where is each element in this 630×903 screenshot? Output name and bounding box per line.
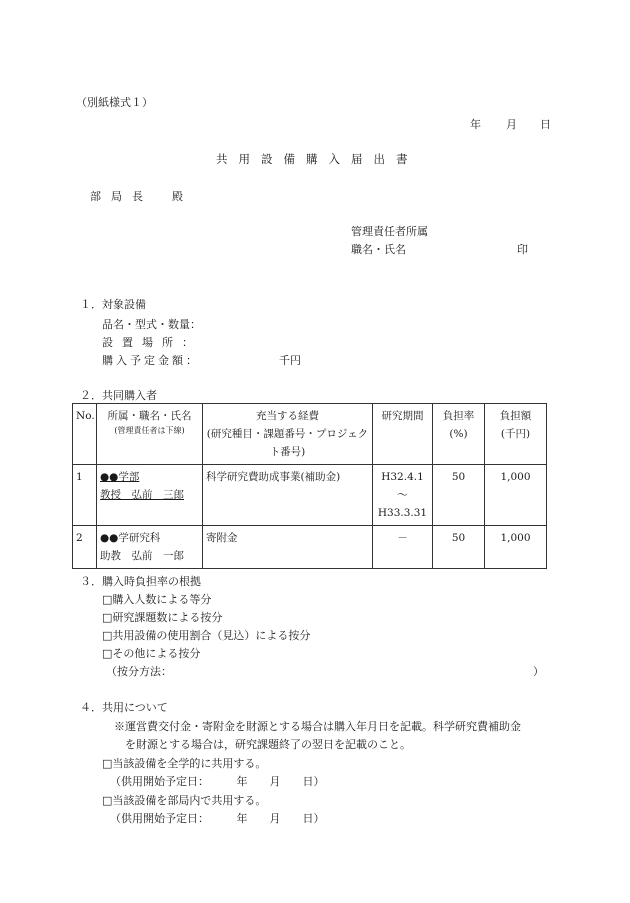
- row2-period: －: [373, 526, 433, 569]
- date-year: 年: [470, 118, 481, 131]
- row1-period-end: H33.3.31: [377, 507, 428, 519]
- row2-dept: ●●学研究科: [100, 532, 161, 544]
- row2-no: 2: [73, 526, 97, 569]
- option-other: □その他による按分: [102, 647, 201, 660]
- table-row: [73, 465, 547, 526]
- addressee-honorific: 殿: [172, 190, 183, 203]
- method-label: （按分方法：: [106, 665, 172, 678]
- note-line-2: を財源とする場合は，研究課題終了の翌日を記載のこと。: [125, 738, 411, 751]
- row1-period-start: H32.4.1: [381, 471, 424, 483]
- header-rate-label: 負担率: [442, 410, 475, 422]
- header-affiliation: [97, 404, 203, 465]
- row1-dept: ●●学部: [100, 471, 140, 483]
- section1-heading: １．対象設備: [80, 298, 146, 311]
- row2-person: 助教 弘前 一郎: [100, 550, 184, 562]
- row1-person: 教授 弘前 三郎: [100, 489, 184, 501]
- section4-heading: ４．共用について: [80, 701, 168, 714]
- manager-affiliation: 管理責任者所属: [351, 225, 428, 238]
- item-label: 品名・型式・数量：: [102, 318, 201, 331]
- co-purchaser-table: [72, 403, 547, 569]
- header-no: No.: [73, 404, 97, 465]
- header-affiliation-label: 所属・職名・氏名: [107, 410, 192, 422]
- share-university-option: □当該設備を全学的に共用する。: [102, 757, 267, 770]
- table-header-row: [73, 404, 547, 465]
- header-rate: [433, 404, 485, 465]
- share-university-date: （供用開始予定日： 年 月 日）: [110, 775, 325, 788]
- row2-affiliation: [97, 526, 203, 569]
- option-equal-split: □購入人数による等分: [102, 593, 212, 606]
- header-amount-unit: (千円): [500, 428, 531, 440]
- share-department-date: （供用開始予定日： 年 月 日）: [110, 812, 325, 825]
- row1-period: [373, 465, 433, 526]
- addressee-name: 部局長: [90, 190, 153, 203]
- row1-amount: 1,000: [485, 465, 547, 526]
- row2-amount: 1,000: [485, 526, 547, 569]
- option-project-count: □研究課題数による按分: [102, 611, 223, 624]
- date-day: 日: [540, 118, 551, 131]
- seal-mark: 印: [517, 243, 528, 256]
- share-department-option: □当該設備を部局内で共用する。: [102, 794, 267, 807]
- row1-affiliation: [97, 465, 203, 526]
- header-expense: [203, 404, 373, 465]
- header-affiliation-note: (管理責任者は下線): [114, 426, 185, 435]
- location-label: 設置場所：: [102, 336, 202, 349]
- row1-no: 1: [73, 465, 97, 526]
- header-expense-note: (研究種目・課題番号・プロジェクト番号): [206, 428, 369, 458]
- option-usage-ratio: □共用設備の使用割合（見込）による按分: [102, 629, 311, 642]
- price-unit: 千円: [279, 354, 301, 367]
- row1-rate: 50: [433, 465, 485, 526]
- row1-period-sep: 〜: [397, 489, 408, 501]
- method-close: ）: [533, 665, 544, 678]
- note-line-1: ※運営費交付金・寄附金を財源とする場合は購入年月日を記載。科学研究費補助金: [114, 720, 521, 733]
- header-amount-label: 負担額: [499, 410, 532, 422]
- section2-heading: ２．共同購入者: [80, 389, 157, 402]
- section3-heading: ３．購入時負担率の根拠: [80, 575, 201, 588]
- form-label: （別紙様式１）: [76, 96, 153, 109]
- price-label: 購入予定金額：: [102, 354, 200, 367]
- row1-expense: 科学研究費助成事業(補助金): [203, 465, 373, 526]
- row2-expense: 寄附金: [203, 526, 373, 569]
- page-title: 共用設備購入届出書: [216, 152, 419, 166]
- table-row: [73, 526, 547, 569]
- header-amount: [485, 404, 547, 465]
- manager-name-label: 職名・氏名: [351, 243, 406, 256]
- header-rate-unit: (%): [449, 428, 468, 440]
- header-period: 研究期間: [373, 404, 433, 465]
- header-expense-label: 充当する経費: [256, 410, 319, 422]
- row2-rate: 50: [433, 526, 485, 569]
- date-month: 月: [506, 118, 517, 131]
